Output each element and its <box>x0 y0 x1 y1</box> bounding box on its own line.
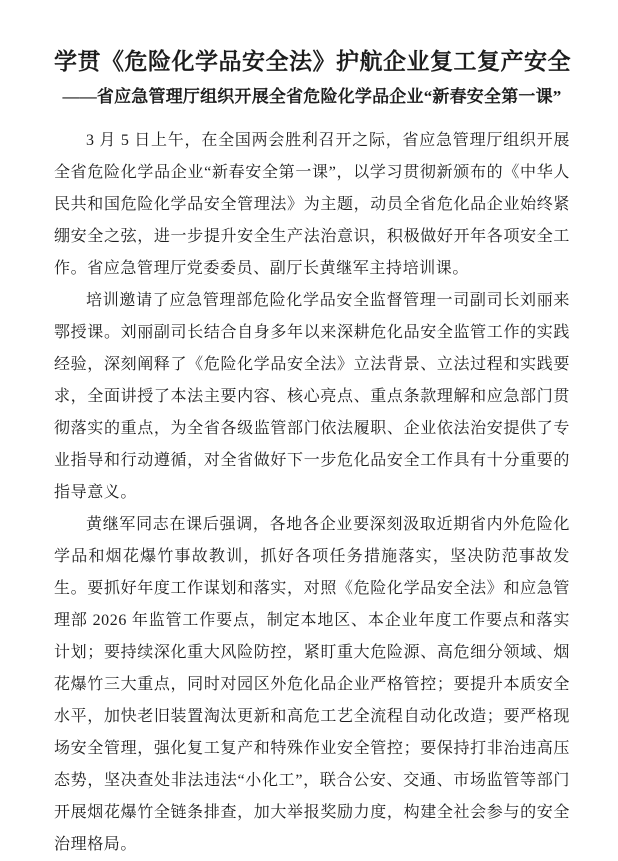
document-title: 学贯《危险化学品安全法》护航企业复工复产安全 <box>54 49 571 74</box>
document-subtitle: ——省应急管理厅组织开展全省危险化学品企业“新春安全第一课” <box>62 87 562 107</box>
document-body <box>54 125 570 861</box>
paragraph-1: 3 月 5 日上午，在全国两会胜利召开之际，省应急管理厅组织开展全省危险化学品企业“新春安全第一课”，以学习贯彻新颁布的《中华人民共和国危险化学品安全管理法》为主题，动员全省危化品企业始终紧绷安全之弦，进一步提升安全生产法治意识，积极做好开年各项安全工作。省应急管理厅党委委员、副厅长黄继军主持培训课。 <box>54 131 570 277</box>
paragraph-3: 黄继军同志在课后强调，各地各企业要深刻汲取近期省内外危险化学品和烟花爆竹事故教训，抓好各项任务措施落实，坚决防范事故发生。要抓好年度工作谋划和落实，对照《危险化学品安全法》和应急管理部 2026 年监管工作要点，制定本地区、本企业年度工作要点和落实计划；要持续深化重大风险防控，紧盯重大危险源、高危细分领域、烟花爆竹三大重点，同时对园区外危化品企业严格管控；要提升本质安全水平，加快老旧装置淘汰更新和高危工艺全流程自动化改造；要严格现场安全管理，强化复工复产和特殊作业安全管控；要保持打非治违高压态势，坚决查处非法违法“小化工”，联合公安、交通、市场监管等部门开展烟花爆竹全链条排查，加大举报奖励力度，构建全社会参与的安全治理格局。 <box>54 515 570 853</box>
paragraph-2: 培训邀请了应急管理部危险化学品安全监督管理一司副司长刘丽来鄂授课。刘丽副司长结合自身多年以来深耕危化品安全监管工作的实践经验，深刻阐释了《危险化学品安全法》立法背景、立法过程和实践要求，全面讲授了本法主要内容、核心亮点、重点条款理解和应急部门贯彻落实的重点，为全省各级监管部门依法履职、企业依法治安提供了专业指导和行动遵循，对全省做好下一步危化品安全工作具有十分重要的指导意义。 <box>54 291 570 501</box>
